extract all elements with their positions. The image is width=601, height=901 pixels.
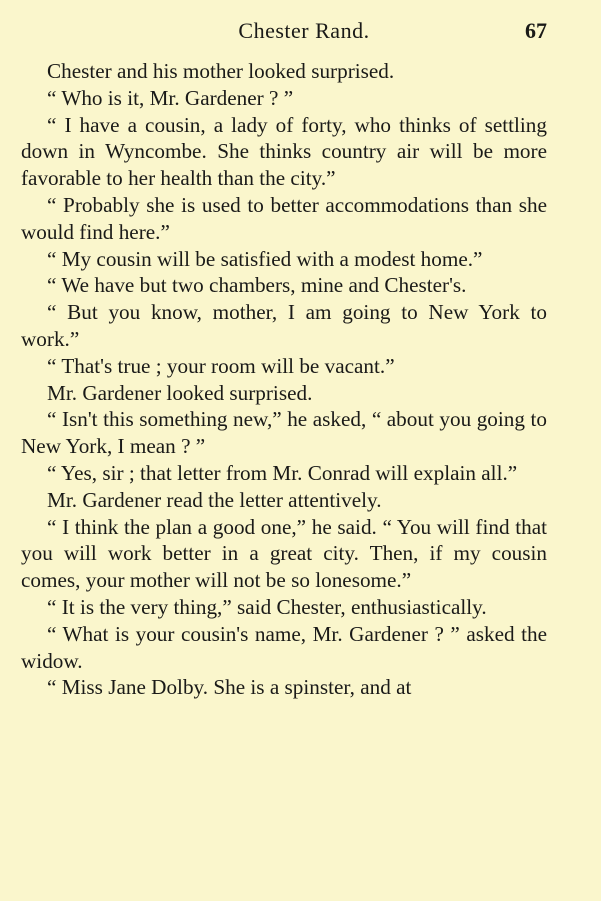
paragraph: “ Isn't this something new,” he asked, “ about you going to New York, I mean ? ” <box>21 407 547 459</box>
page-header <box>21 12 547 48</box>
paragraph: Mr. Gardener read the letter attentively. <box>47 487 382 512</box>
paragraph: “ That's true ; your room will be vacant.” <box>47 353 395 378</box>
paragraph: Mr. Gardener looked surprised. <box>47 380 313 405</box>
paragraph: “ Who is it, Mr. Gardener ? ” <box>47 85 294 110</box>
paragraph: “ Miss Jane Dolby. She is a spinster, and at <box>47 675 412 700</box>
paragraph: “ It is the very thing,” said Chester, enthusiastically. <box>47 594 487 619</box>
paragraph: “ But you know, mother, I am going to New York to work.” <box>21 300 547 351</box>
paragraph: “ My cousin will be satisfied with a modest home.” <box>47 246 483 271</box>
paragraph: “ I think the plan a good one,” he said. “ You will find that you will work better in a great city. Then, if my cousin comes, your mother will not be so lonesome.” <box>21 514 547 593</box>
body-text <box>21 58 547 701</box>
paragraph: “ I have a cousin, a lady of forty, who thinks of settling down in Wyncombe. She thinks country air will be more favorable to her health than the city.” <box>21 112 547 191</box>
running-title: Chester Rand. <box>238 18 370 43</box>
paragraph: “ Probably she is used to better accommodations than she would find here.” <box>21 192 547 244</box>
paragraph: “ What is your cousin's name, Mr. Gardener ? ” asked the widow. <box>21 621 547 673</box>
paragraph: Chester and his mother looked surprised. <box>47 59 395 83</box>
paragraph: “ Yes, sir ; that letter from Mr. Conrad will explain all.” <box>47 460 518 485</box>
page-number: 67 <box>525 18 547 43</box>
paragraph: “ We have but two chambers, mine and Chester's. <box>47 273 467 298</box>
